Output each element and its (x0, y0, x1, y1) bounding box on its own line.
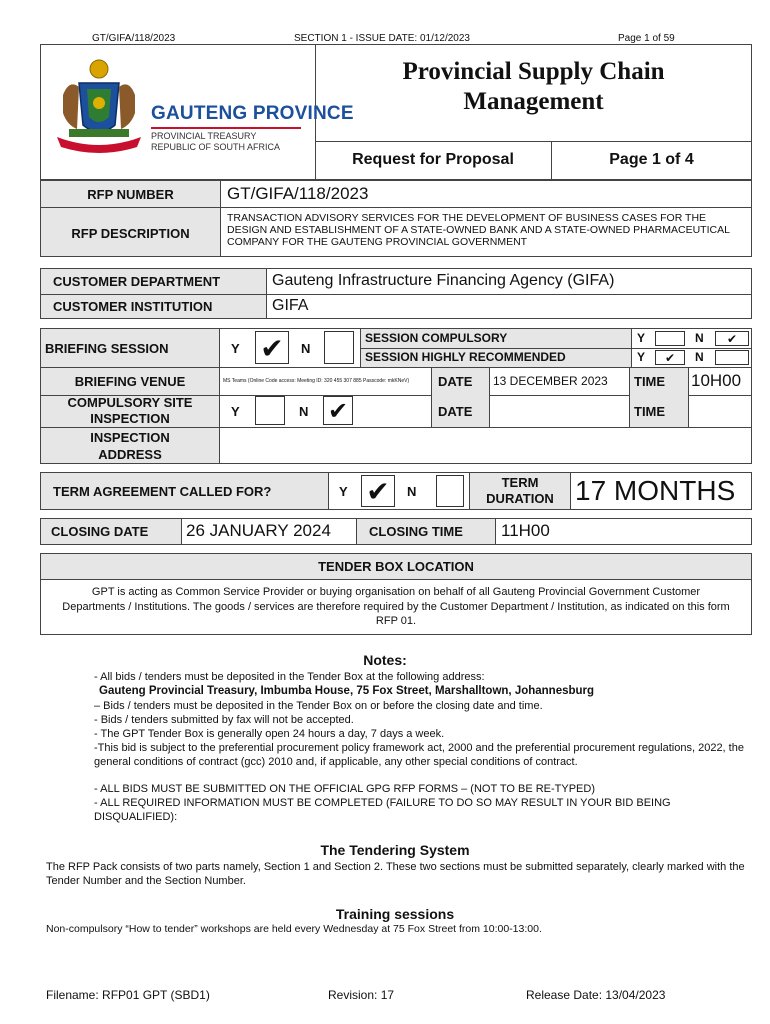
session-recommended-label: SESSION HIGHLY RECOMMENDED (365, 350, 566, 364)
customer-department-value: Gauteng Infrastructure Financing Agency (GIFA) (272, 272, 615, 289)
request-type: Request for Proposal (352, 151, 514, 168)
site-n-checkbox[interactable]: ✔ (323, 396, 353, 425)
term-n-label: N (407, 484, 417, 499)
logo-name: GAUTENG PROVINCE (151, 103, 354, 124)
tendering-title: The Tendering System (320, 842, 470, 858)
tender-box-text: GPT is acting as Common Service Provider or buying organisation on behalf of all Gauteng Provincial Government Customer Departments / Institutions. The goods / services are therefore required by the Customer Department / Institution, as indicated on this form RFP 01. (62, 586, 730, 627)
footer-filename: Filename: RFP01 GPT (SBD1) (46, 988, 210, 1002)
term-n-checkbox[interactable] (436, 475, 464, 507)
header-ref: GT/GIFA/118/2023 (92, 33, 176, 44)
briefing-n-label: N (301, 341, 311, 356)
note-2: – Bids / tenders must be deposited in the Tender Box on or before the closing date and time. (94, 700, 543, 712)
term-duration-label: TERM DURATION (486, 475, 554, 506)
form-page: Page 1 of 4 (609, 151, 694, 168)
recommended-n-checkbox[interactable] (715, 350, 749, 365)
note-address: Gauteng Provincial Treasury, Imbumba House, 75 Fox Street, Marshalltown, Johannesburg (99, 685, 595, 697)
gauteng-logo (49, 55, 354, 165)
note-1: - All bids / tenders must be deposited in the Tender Box at the following address: (94, 671, 485, 683)
document-title (315, 57, 752, 117)
term-agreement-label: TERM AGREEMENT CALLED FOR? (53, 484, 272, 499)
compulsory-n-checkbox[interactable]: ✔ (715, 331, 749, 346)
rfp-number-label: RFP NUMBER (87, 187, 174, 202)
closing-date-label: CLOSING DATE (51, 524, 149, 539)
briefing-date-label: DATE (438, 374, 473, 389)
customer-institution-value: GIFA (272, 297, 309, 314)
note-6: - ALL BIDS MUST BE SUBMITTED ON THE OFFICIAL GPG RFP FORMS – (NOT TO BE RE-TYPED) (94, 783, 595, 795)
logo-line1: PROVINCIAL TREASURY (151, 131, 257, 141)
briefing-y-label: Y (231, 341, 240, 356)
logo-line2: REPUBLIC OF SOUTH AFRICA (151, 142, 281, 152)
tender-box-table (40, 553, 752, 635)
rfp-description-label: RFP DESCRIPTION (71, 226, 190, 241)
customer-table (40, 268, 752, 319)
header-page: Page 1 of 59 (618, 33, 675, 44)
note-7: - ALL REQUIRED INFORMATION MUST BE COMPLETED (FAILURE TO DO SO MAY RESULT IN YOUR BID BEING DISQUALIFIED): (94, 797, 671, 823)
compulsory-y-label: Y (637, 331, 646, 345)
rfp-description-value: TRANSACTION ADVISORY SERVICES FOR THE DEVELOPMENT OF BUSINESS CASES FOR THE DESIGN AND ESTABLISHMENT OF A STATE-OWNED BANK AND A STATE-OWNED PHARMACEUTICAL COMPANY FOR THE GAUTENG PROVINCIAL GOVERNMENT (227, 212, 730, 248)
briefing-venue-value: MS Teams (Online Code access: Meeting ID: 320 455 307 885 Passcode: mkKNeV) (223, 378, 410, 384)
customer-institution-label: CUSTOMER INSTITUTION (53, 299, 213, 314)
term-y-checkbox[interactable]: ✔ (361, 475, 395, 507)
footer-release: Release Date: 13/04/2023 (526, 988, 666, 1002)
title-line2: Management (463, 88, 604, 115)
closing-time-label: CLOSING TIME (369, 524, 463, 539)
note-3: - Bids / tenders submitted by fax will not be accepted. (94, 714, 354, 726)
site-y-checkbox[interactable] (255, 396, 285, 425)
closing-table (40, 518, 752, 545)
briefing-time-label: TIME (634, 374, 666, 389)
term-y-label: Y (339, 484, 348, 499)
rfp-number-value: GT/GIFA/118/2023 (227, 184, 369, 203)
notes-title: Notes: (363, 652, 407, 668)
briefing-venue-label: BRIEFING VENUE (74, 374, 186, 389)
inspection-address-label: INSPECTION ADDRESS (90, 430, 170, 462)
note-4: - The GPT Tender Box is generally open 24 hours a day, 7 days a week. (94, 728, 445, 740)
tender-box-title: TENDER BOX LOCATION (318, 559, 474, 574)
training-text: Non-compulsory “How to tender” workshops are held every Wednesday at 75 Fox Street from 10:00-13:00. (46, 923, 542, 935)
briefing-session-label: BRIEFING SESSION (45, 341, 169, 356)
recommended-y-checkbox[interactable]: ✔ (655, 350, 685, 365)
recommended-y-label: Y (637, 350, 646, 364)
site-date-label: DATE (438, 404, 473, 419)
briefing-session-y-checkbox[interactable]: ✔ (255, 331, 289, 364)
term-duration-value: 17 MONTHS (575, 475, 736, 506)
compulsory-y-checkbox[interactable] (655, 331, 685, 346)
coat-of-arms-icon (49, 55, 149, 159)
closing-time-value: 11H00 (501, 521, 550, 540)
training-title: Training sessions (335, 906, 455, 922)
session-compulsory-label: SESSION COMPULSORY (365, 331, 508, 345)
tendering-text: The RFP Pack consists of two parts namely, Section 1 and Section 2. These two sections must be submitted separately, clearly marked with the Tender Number and the Section Number. (46, 861, 745, 887)
briefing-table (40, 328, 752, 464)
site-inspection-label: COMPULSORY SITE INSPECTION (67, 395, 193, 426)
site-y-label: Y (231, 404, 240, 419)
note-5: -This bid is subject to the preferential procurement policy framework act, 2000 and the preferential procurement regulations, 2022, the general conditions of contract (gcc) 2010 and, if applicable, any other special conditions of contract. (94, 742, 744, 768)
customer-department-label: CUSTOMER DEPARTMENT (53, 274, 221, 289)
title-block (40, 44, 752, 180)
site-n-label: N (299, 404, 309, 419)
briefing-session-n-checkbox[interactable] (324, 331, 354, 364)
compulsory-n-label: N (695, 331, 704, 345)
footer-revision: Revision: 17 (328, 988, 395, 1002)
title-line1: Provincial Supply Chain (402, 58, 665, 85)
recommended-n-label: N (695, 350, 704, 364)
closing-date-value: 26 JANUARY 2024 (186, 521, 331, 540)
term-table (40, 472, 752, 510)
briefing-date-value: 13 DECEMBER 2023 (493, 374, 608, 388)
rfp-table (40, 180, 752, 257)
site-time-label: TIME (634, 404, 666, 419)
logo-rule (151, 127, 301, 129)
header-section: SECTION 1 - ISSUE DATE: 01/12/2023 (294, 33, 470, 44)
briefing-time-value: 10H00 (691, 371, 742, 390)
